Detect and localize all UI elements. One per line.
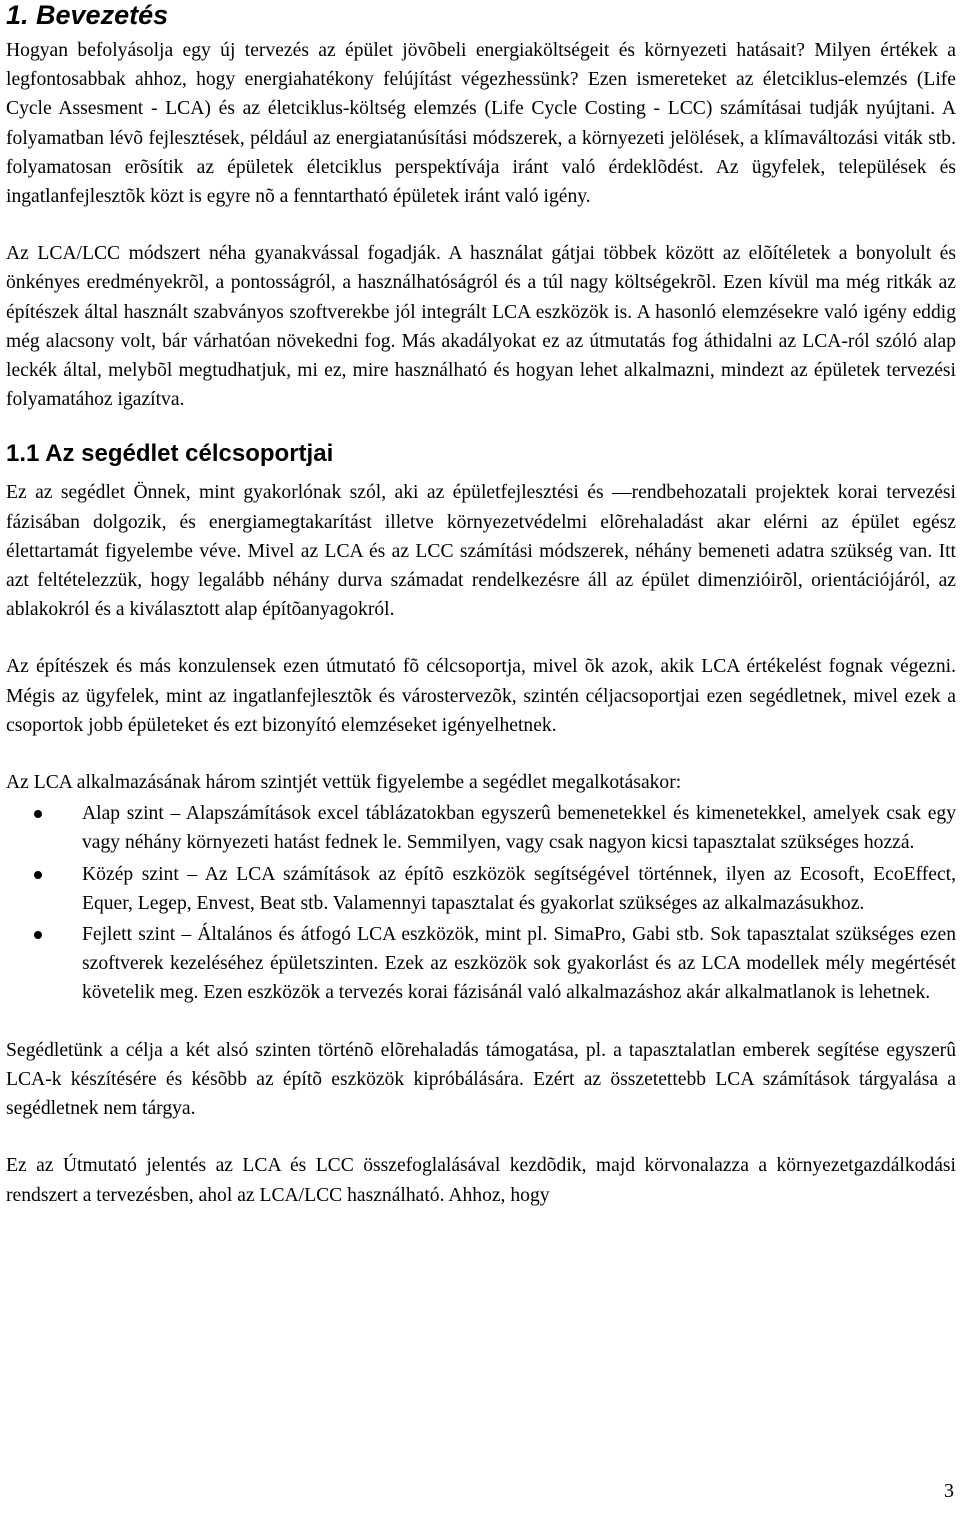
bullet-icon xyxy=(34,931,42,939)
bullet-icon xyxy=(34,810,42,818)
paragraph-architects: Az építészek és más konzulensek ezen útmutató fõ célcsoportja, mivel õk azok, akik LCA értékelést fognak végezni. Mégis az ügyfelek, mint az ingatlanfejlesztõk és várostervezõk, szintén céljacsoportjai ezen segédletnek, mivel ezek a csoportok jobb épületeket és ezt bizonyító elemzéseket igényelhetnek. xyxy=(6,656,956,736)
page-content xyxy=(6,0,956,1210)
section-heading-target-groups: 1.1 Az segédlet célcsoportjai xyxy=(6,440,334,468)
list-item-text: Közép szint – Az LCA számítások az építõ eszközök segítségével történnek, ilyen az Ecosoft, EcoEffect, Equer, Legep, Envest, Beat stb. Valamennyi tapasztalat és gyakorlat szükséges az alkalmazásukhoz. xyxy=(82,863,956,914)
paragraph-guide-aim: Segédletünk a célja a két alsó szinten történõ elõrehaladás támogatása, pl. a tapasztalatlan emberek segítése egyszerû LCA-k készítésére és késõbb az építõ eszközök kipróbálására. Ezért az összetettebb LCA számítások tárgyalása a segédletnek nem tárgya. xyxy=(6,1039,956,1120)
list-item-text: Fejlett szint – Általános és átfogó LCA eszközök, mint pl. SimaPro, Gabi stb. Sok tapasztalat szükséges ezen szoftverek kezeléséhez épületszinten. Ezek az eszközök sok gyakorlást és az LCA modellek mély megértését követelik meg. Ezen eszközök a tervezés korai fázisánál való alkalmazáshoz akár alkalmatlanok is lehetnek. xyxy=(82,924,956,1004)
list-item-advanced-level xyxy=(6,920,956,1008)
lca-levels-list xyxy=(6,799,956,1007)
paragraph-levels-intro: Az LCA alkalmazásának három szintjét vettük figyelembe a segédlet megalkotásakor: xyxy=(6,772,682,794)
paragraph-intro: Hogyan befolyásolja egy új tervezés az épület jövõbeli energiaköltségeit és környezeti hatásait? Milyen értékek a legfontosabbak ahhoz, hogy energiahatékony felújítást végezhessünk? Ezen ismereteket az életciklus-elemzés (Life Cycle Assesment - LCA) és az életciklus-költség elemzés (Life Cycle Costing - LCC) számításai tudják nyújtani. A folyamatban lévõ fejlesztések, például az energiatanúsítási módszerek, a környezeti jelölések, a klímaváltozási viták stb. folyamatosan erõsítik az épületek életciklus perspektívája iránt való érdeklõdést. Az ügyfelek, települések és ingatlanfejlesztõk közt is egyre nõ a fenntartható épületek iránt való igény. xyxy=(6,40,956,208)
paragraph-lca-lcc-barriers: Az LCA/LCC módszert néha gyanakvással fogadják. A használat gátjai többek között az elõítéletek a bonyolult és önkényes eredményekrõl, a pontosságról, a használhatóságról és a túl nagy költségekrõl. Ezen kívül ma még ritkák az építészek által használt szabványos szoftverekbe jól integrált LCA eszközök is. A hasonló elemzésekre való igény eddig még alacsony volt, bár várhatóan növekedni fog. Más akadályokat ez az útmutatás fog áthidalni az LCA-ról szóló alap leckék által, melybõl megtudhatjuk, mi ez, mire használható és hogyan lehet alkalmazni, mindezt az épületek tervezési folyamatához igazítva. xyxy=(6,243,956,411)
list-item-basic-level xyxy=(6,799,956,857)
chapter-heading: 1. Bevezetés xyxy=(6,0,169,30)
list-item-text: Alap szint – Alapszámítások excel táblázatokban egyszerû bemenetekkel és kimenetekkel, amelyek csak egy vagy néhány környezeti hatást fednek le. Semmilyen, vagy csak nagyon kicsi tapasztalat szükséges hozzá. xyxy=(82,803,956,854)
page-number: 3 xyxy=(944,1480,954,1502)
paragraph-target-audience: Ez az segédlet Önnek, mint gyakorlónak szól, aki az épületfejlesztési és —rendbehozatali projektek korai tervezési fázisában dolgozik, és energiamegtakarítást illetve környezetvédelmi elõrehaladást akar elérni az épület egész élettartamát figyelembe véve. Mivel az LCA és az LCC számítási módszerek, néhány bemeneti adatra szükség van. Itt azt feltételezzük, hogy legalább néhány durva számadat rendelkezésre áll az épület dimenzióirõl, orientációjáról, az ablakokról és a kiválasztott alap építõanyagokról. xyxy=(6,482,956,621)
paragraph-report-outline: Ez az Útmutató jelentés az LCA és LCC összefoglalásával kezdõdik, majd körvonalazza a környezetgazdálkodási rendszert a tervezésben, ahol az LCA/LCC használható. Ahhoz, hogy xyxy=(6,1155,956,1206)
bullet-icon xyxy=(34,871,42,879)
list-item-middle-level xyxy=(6,860,956,918)
